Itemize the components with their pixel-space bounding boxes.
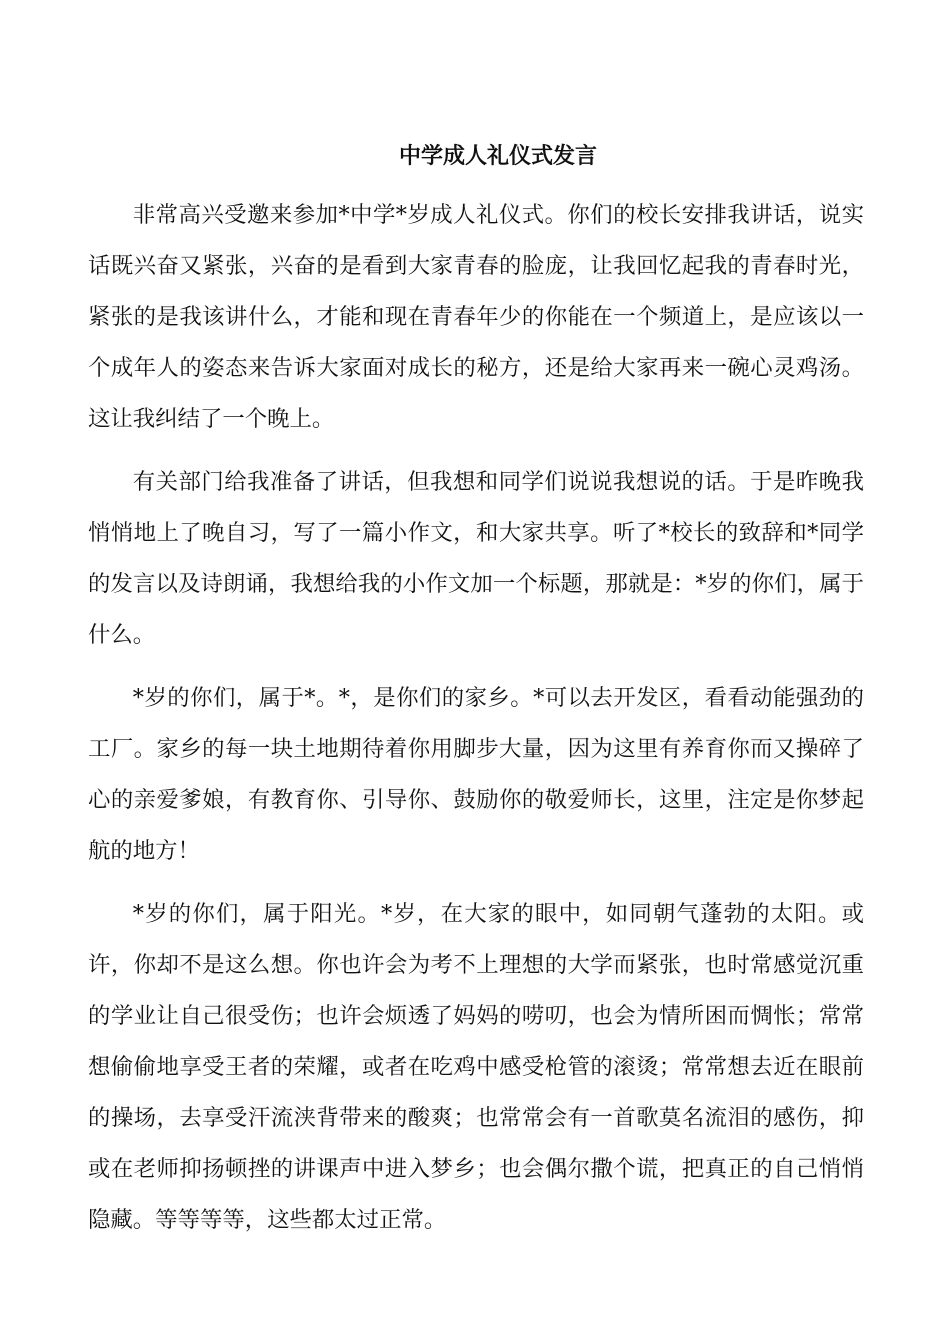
paragraph-3: *岁的你们，属于*。*，是你们的家乡。*可以去开发区，看看动能强劲的工厂。家乡的每一块土地期待着你用脚步大量，因为这里有养育你而又操碎了心的亲爱爹娘，有教育你、引导你、鼓励你的敬爱师长，这里，注定是你梦起航的地方！ xyxy=(88,685,864,864)
paragraph-4: *岁的你们，属于阳光。*岁，在大家的眼中，如同朝气蓬勃的太阳。或许，你却不是这么想。你也许会为考不上理想的大学而紧张，也时常感觉沉重的学业让自己很受伤；也许会烦透了妈妈的唠叨，也会为情所困而惆怅；常常想偷偷地享受王者的荣耀，或者在吃鸡中感受枪管的滚烫；常常想去近在眼前的操场，去享受汗流浃背带来的酸爽；也常常会有一首歌莫名流泪的感伤，抑或在老师抑扬顿挫的讲课声中进入梦乡；也会偶尔撒个谎，把真正的自己悄悄隐藏。等等等等，这些都太过正常。 xyxy=(88,901,864,1233)
document-title: 中学成人礼仪式发言 xyxy=(398,144,597,169)
paragraph-2: 有关部门给我准备了讲话，但我想和同学们说说我想说的话。于是昨晚我悄悄地上了晚自习，写了一篇小作文，和大家共享。听了*校长的致辞和*同学的发言以及诗朗诵，我想给我的小作文加一个标题，那就是：*岁的你们，属于什么。 xyxy=(88,469,864,648)
document-body xyxy=(88,190,864,1258)
paragraph-1: 非常高兴受邀来参加*中学*岁成人礼仪式。你们的校长安排我讲话，说实话既兴奋又紧张，兴奋的是看到大家青春的脸庞，让我回忆起我的青春时光，紧张的是我该讲什么，才能和现在青春年少的你能在一个频道上，是应该以一个成年人的姿态来告诉大家面对成长的秘方，还是给大家再来一碗心灵鸡汤。这让我纠结了一个晚上。 xyxy=(88,202,864,432)
